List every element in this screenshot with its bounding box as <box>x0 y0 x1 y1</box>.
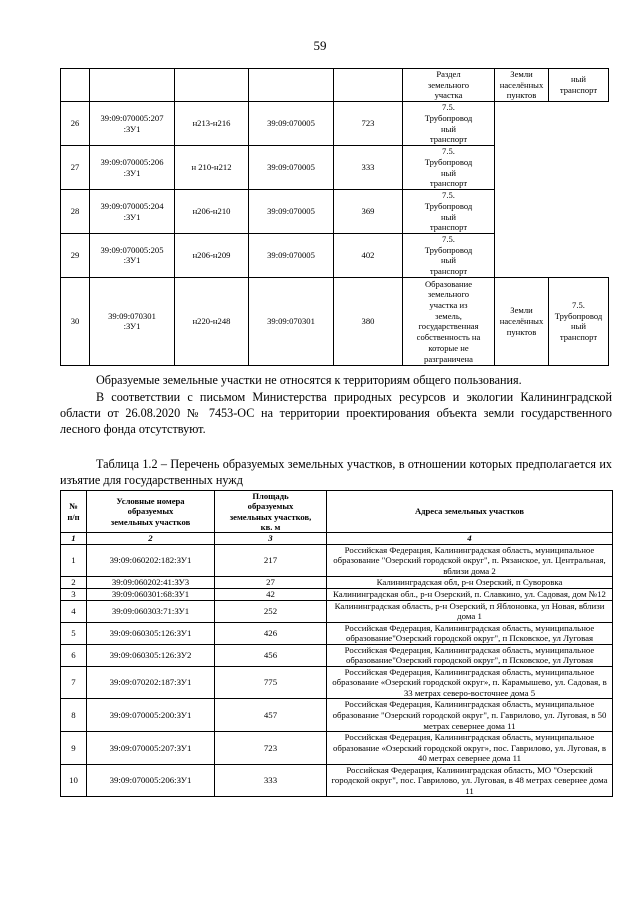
plot-address: Калининградская область, р-н Озерский, п Яблоновка, ул Новая, вблизи дома 1 <box>327 600 613 622</box>
row-number: 7 <box>61 666 87 699</box>
table-row <box>61 732 613 765</box>
plot-address: Российская Федерация, Калининградская область, муниципальное образование «Озерский городской округ», пос. Гаврилово, ул. Луговая, в 40 метрах севернее дома 11 <box>327 732 613 765</box>
boundary-points: н213-н216 <box>175 102 249 146</box>
cadastral-block: 39:09:070005 <box>249 190 334 234</box>
permitted-use-cell: 7.5. Трубопровод ный транспорт <box>403 146 495 190</box>
header-area: Площадь образуемых земельных участков, кв. м <box>215 491 327 533</box>
plot-area: 723 <box>215 732 327 765</box>
plot-id: 39:09:060305:126:ЗУ1 <box>87 622 215 644</box>
land-withdrawal-table <box>60 490 613 797</box>
row-number: 29 <box>61 234 90 278</box>
plot-area: 723 <box>334 102 403 146</box>
row-number: 4 <box>61 600 87 622</box>
cadastral-number: 39:09:070005:206 :ЗУ1 <box>90 146 175 190</box>
table-row <box>61 69 609 102</box>
boundary-points: н 210-н212 <box>175 146 249 190</box>
cadastral-block: 39:09:070005 <box>249 234 334 278</box>
table-row <box>61 544 613 577</box>
table-row <box>61 234 609 278</box>
row-number: 9 <box>61 732 87 765</box>
row-number: 30 <box>61 277 90 365</box>
header-plot-id: Условные номера образуемых земельных участков <box>87 491 215 533</box>
table-row <box>61 699 613 732</box>
land-plots-table-continued <box>60 68 609 366</box>
row-number: 27 <box>61 146 90 190</box>
plot-area: 369 <box>334 190 403 234</box>
row-number: 10 <box>61 764 87 797</box>
plot-area: 426 <box>215 622 327 644</box>
table-row <box>61 146 609 190</box>
plot-address: Российская Федерация, Калининградская область, муниципальное образование"Озерский городской округ", п Псковское, ул Луговая <box>327 622 613 644</box>
paragraph-forest-fund: В соответствии с письмом Министерства природных ресурсов и экологии Калининградской области от 26.08.2020 № 7453-ОС на территории проектирования объекта земли государственного лесного фонда отсутствуют. <box>60 390 612 436</box>
cadastral-block: 39:09:070005 <box>249 146 334 190</box>
row-number: 28 <box>61 190 90 234</box>
cadastral-block: 39:09:070301 <box>249 277 334 365</box>
plot-area: 775 <box>215 666 327 699</box>
plot-area: 217 <box>215 544 327 577</box>
plot-id: 39:09:060303:71:ЗУ1 <box>87 600 215 622</box>
cadastral-number: 39:09:070005:207 :ЗУ1 <box>90 102 175 146</box>
table-caption: Таблица 1.2 – Перечень образуемых земельных участков, в отношении которых предполагается их изъятие для государственных нужд <box>60 457 612 487</box>
plot-area: 333 <box>334 146 403 190</box>
plot-address: Российская Федерация, Калининградская область, муниципальное образование"Озерский городской округ", п Псковское, ул Луговая <box>327 644 613 666</box>
table-row <box>61 764 613 797</box>
row-number: 5 <box>61 622 87 644</box>
row-number: 6 <box>61 644 87 666</box>
land-category-cell: Земли населённых пунктов <box>495 69 549 102</box>
boundary-points: н220-н248 <box>175 277 249 365</box>
table-row <box>61 102 609 146</box>
cadastral-block: 39:09:070005 <box>249 102 334 146</box>
plot-id: 39:09:060305:126:ЗУ2 <box>87 644 215 666</box>
paragraph-public-use: Образуемые земельные участки не относятся к территориям общего пользования. <box>96 373 522 387</box>
cadastral-number: 39:09:070301 :ЗУ1 <box>90 277 175 365</box>
plot-area: 252 <box>215 600 327 622</box>
plot-address: Калининградская обл, р-н Озерский, п Суворовка <box>327 577 613 589</box>
plot-id: 39:09:060202:41:ЗУ3 <box>87 577 215 589</box>
table-header-row <box>61 491 613 533</box>
row-number: 26 <box>61 102 90 146</box>
formation-method-cell: Раздел земельного участка <box>403 69 495 102</box>
header-address: Адреса земельных участков <box>327 491 613 533</box>
plot-address: Российская Федерация, Калининградская область, муниципальное образование "Озерский городской округ", п. Гаврилово, ул. Луговая, в 50 метрах севернее дома 11 <box>327 699 613 732</box>
plot-id: 39:09:070005:206:ЗУ1 <box>87 764 215 797</box>
permitted-use-cell: 7.5. Трубопровод ный транспорт <box>549 277 609 365</box>
plot-id: 39:09:060202:182:ЗУ1 <box>87 544 215 577</box>
column-index-row: 1 2 3 4 <box>61 533 613 545</box>
plot-address: Российская Федерация, Калининградская область, МО "Озерский городской округ", пос. Гаврилово, ул. Луговая, в 48 метрах севернее дома 11 <box>327 764 613 797</box>
formation-method-cell: Образование земельного участка из земель, государственная собственность на которые не разграничена <box>403 277 495 365</box>
cadastral-number: 39:09:070005:205 :ЗУ1 <box>90 234 175 278</box>
plot-area: 333 <box>215 764 327 797</box>
plot-area: 402 <box>334 234 403 278</box>
row-number: 2 <box>61 577 87 589</box>
table-row <box>61 644 613 666</box>
land-category-cell: Земли населённых пунктов <box>495 277 549 365</box>
plot-area: 27 <box>215 577 327 589</box>
table-row <box>61 666 613 699</box>
cadastral-number: 39:09:070005:204 :ЗУ1 <box>90 190 175 234</box>
plot-id: 39:09:070005:207:ЗУ1 <box>87 732 215 765</box>
plot-id: 39:09:060301:68:ЗУ1 <box>87 588 215 600</box>
permitted-use-cell: ный транспорт <box>549 69 609 102</box>
plot-address: Калининградская обл., р-н Озерский, п. Славкино, ул. Садовая, дом №12 <box>327 588 613 600</box>
table-row <box>61 588 613 600</box>
table-row <box>61 190 609 234</box>
boundary-points: н206-н210 <box>175 190 249 234</box>
row-number: 1 <box>61 544 87 577</box>
plot-id: 39:09:070202:187:ЗУ1 <box>87 666 215 699</box>
plot-area: 42 <box>215 588 327 600</box>
table-row <box>61 622 613 644</box>
page-number: 59 <box>313 38 327 53</box>
plot-id: 39:09:070005:200:ЗУ1 <box>87 699 215 732</box>
table-row <box>61 577 613 589</box>
table-row <box>61 277 609 365</box>
plot-address: Российская Федерация, Калининградская область, муниципальное образование «Озерский городской округ», п. Карамышево, ул. Садовая, в 33 метрах северо-восточнее дома 5 <box>327 666 613 699</box>
row-number: 8 <box>61 699 87 732</box>
row-number: 3 <box>61 588 87 600</box>
plot-area: 457 <box>215 699 327 732</box>
table-row <box>61 600 613 622</box>
permitted-use-cell: 7.5. Трубопровод ный транспорт <box>403 102 495 146</box>
permitted-use-cell: 7.5. Трубопровод ный транспорт <box>403 234 495 278</box>
permitted-use-cell: 7.5. Трубопровод ный транспорт <box>403 190 495 234</box>
boundary-points: н206-н209 <box>175 234 249 278</box>
plot-area: 456 <box>215 644 327 666</box>
plot-area: 380 <box>334 277 403 365</box>
header-number: № п/п <box>61 491 87 533</box>
plot-address: Российская Федерация, Калининградская область, муниципальное образование "Озерский городской округ", п. Рязанское, ул. Центральная, вблизи дома 2 <box>327 544 613 577</box>
